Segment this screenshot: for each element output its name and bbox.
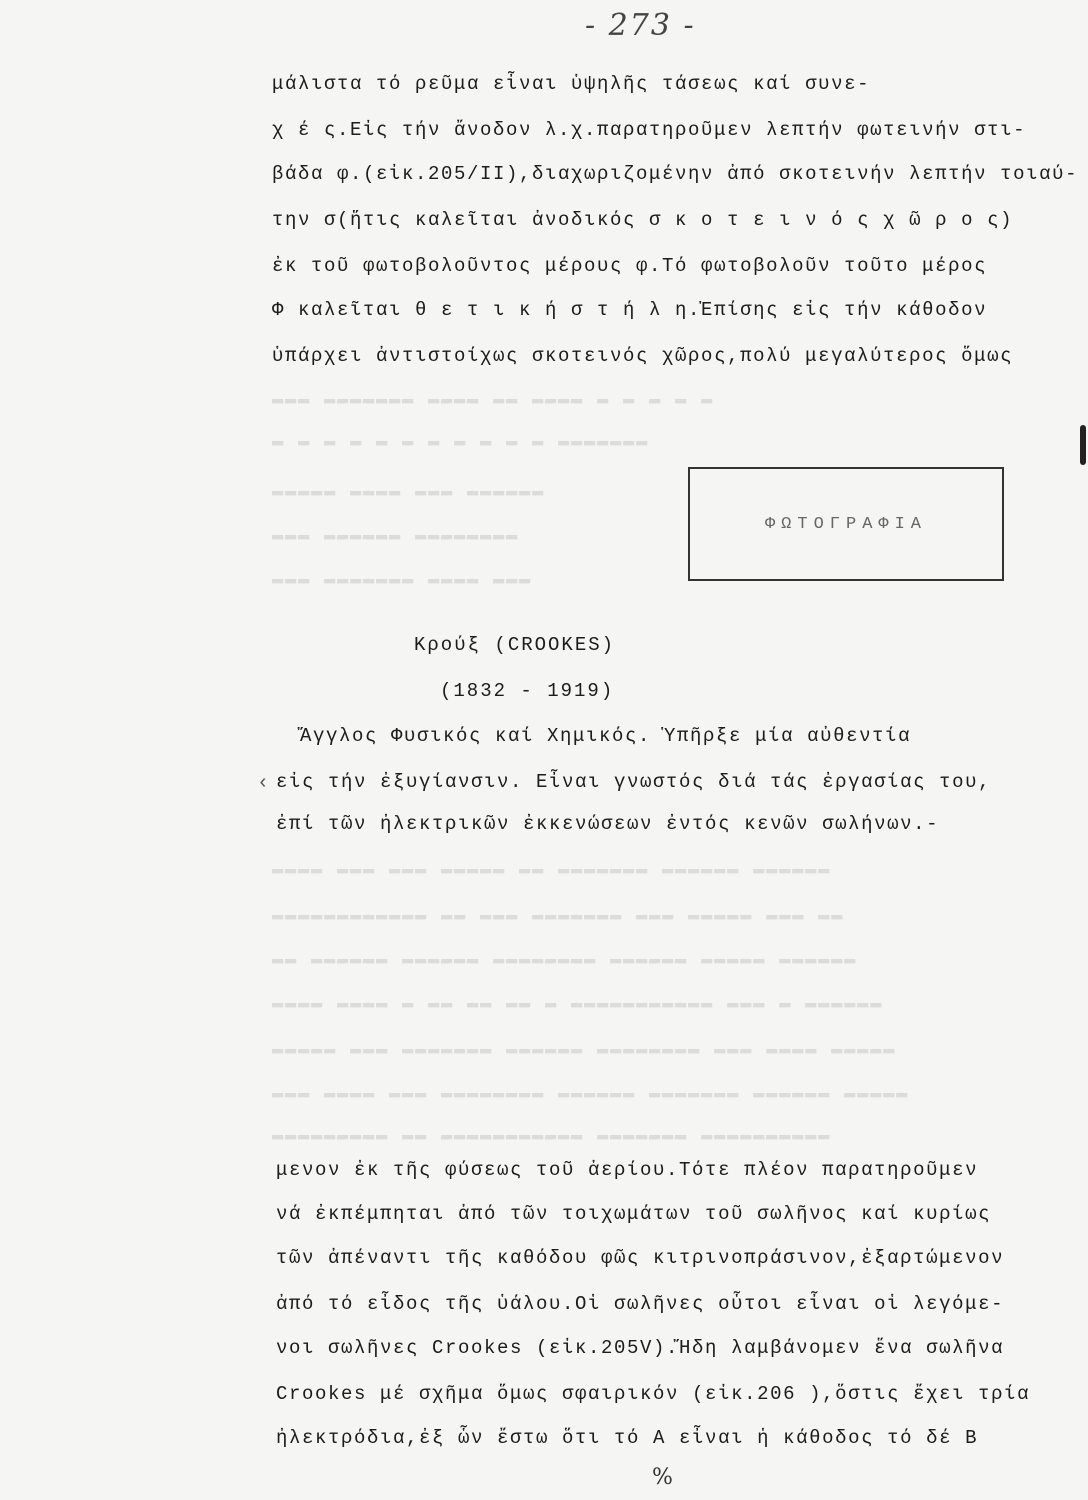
bleed-through-text: ▬▬▬ ▬▬▬▬▬▬ ▬▬▬▬▬▬▬▬ <box>272 524 520 546</box>
text-line: ἀπό τό εἶδος τῆς ὑάλου.Οἱ σωλῆνες οὗτοι εἶναι οἱ λεγόμε- <box>276 1293 1005 1315</box>
text-line: χ έ ς.Εἰς τήν ἄνοδον λ.χ.παρατηροῦμεν λεπτήν φωτεινήν στι- <box>272 119 1027 141</box>
bio-line: Ἄγγλος Φυσικός καί Χημικός. Ὑπῆρξε μία αὐθεντία <box>300 725 912 747</box>
photo-label: ΦΩΤΟΓΡΑΦΙΑ <box>764 514 928 534</box>
text-line: ὑπάρχει ἀντιστοίχως σκοτεινός χῶρος,πολύ μεγαλύτερος ὅμως <box>272 345 1014 367</box>
bleed-through-text: ▬▬ ▬▬▬▬▬▬ ▬▬▬▬▬▬ ▬▬▬▬▬▬▬▬ ▬▬▬▬▬▬ ▬▬▬▬▬ ▬▬▬▬▬▬ <box>272 948 858 970</box>
text-line: μενον ἐκ τῆς φύσεως τοῦ ἀερίου.Τότε πλέον παρατηροῦμεν <box>276 1159 979 1181</box>
text-line: βάδα φ.(εἰκ.205/II),διαχωριζομένην ἀπό σκοτεινήν λεπτήν τοιαύ- <box>272 163 1079 185</box>
text-line: την σ(ἥτις καλεῖται ἀνοδικός σ κ ο τ ε ι ν ό ς χ ῶ ρ ο ς) <box>272 209 1014 231</box>
photo-placeholder <box>688 467 1004 581</box>
bleed-through-text: ▬▬▬▬ ▬▬▬▬ ▬ ▬▬ ▬▬ ▬▬ ▬ ▬▬▬▬▬▬▬▬▬▬▬ ▬▬▬ ▬ ▬▬▬▬▬▬ <box>272 992 884 1014</box>
text-line: νοι σωλῆνες Crookes (εἰκ.205V).Ἤδη λαμβάνομεν ἕνα σωλῆνα <box>276 1337 1005 1359</box>
bleed-through-text: ▬▬▬▬▬ ▬▬▬▬ ▬▬▬ ▬▬▬▬▬▬ <box>272 480 546 502</box>
bleed-through-text: ▬▬▬▬ ▬▬▬ ▬▬▬ ▬▬▬▬▬ ▬▬ ▬▬▬▬▬▬▬ ▬▬▬▬▬▬ ▬▬▬▬▬▬ <box>272 858 832 880</box>
bleed-through-text: ▬▬▬ ▬▬▬▬▬▬▬ ▬▬▬▬ ▬▬▬ <box>272 568 533 590</box>
biography-name: Κρούξ (CROOKES) <box>414 634 616 656</box>
stray-mark: ‹ <box>257 772 270 795</box>
page-number: - 273 - <box>585 8 696 43</box>
text-line: ἐκ τοῦ φωτοβολοῦντος μέρους φ.Τό φωτοβολοῦν τοῦτο μέρος <box>272 255 988 277</box>
bio-line: ἐπί τῶν ἠλεκτρικῶν ἐκκενώσεων ἐντός κενῶν σωλήνων.- <box>276 813 940 835</box>
text-line: Crookes μέ σχῆμα ὅμως σφαιρικόν (εἰκ.206 ),ὅστις ἔχει τρία <box>276 1383 1031 1405</box>
bottom-mark: % <box>652 1465 673 1490</box>
bleed-through-text: ▬▬▬ ▬▬▬▬ ▬▬▬ ▬▬▬▬▬▬▬▬ ▬▬▬▬▬▬ ▬▬▬▬▬▬▬ ▬▬▬▬▬▬ ▬▬▬▬▬ <box>272 1082 910 1104</box>
bio-line: εἰς τήν ἐξυγίανσιν. Εἶναι γνωστός διά τάς ἐργασίας του, <box>276 771 992 793</box>
bleed-through-text: ▬▬▬ ▬▬▬▬▬▬▬ ▬▬▬▬ ▬▬ ▬▬▬▬ ▬ ▬ ▬ ▬ ▬ <box>272 388 715 410</box>
bleed-through-text: ▬▬▬▬▬ ▬▬▬ ▬▬▬▬▬▬▬ ▬▬▬▬▬▬ ▬▬▬▬▬▬▬▬ ▬▬▬ ▬▬▬▬ ▬▬▬▬▬ <box>272 1038 897 1060</box>
biography-years: (1832 - 1919) <box>440 680 615 702</box>
bleed-through-text: ▬▬▬▬▬▬▬▬▬▬▬▬ ▬▬ ▬▬▬ ▬▬▬▬▬▬▬ ▬▬▬ ▬▬▬▬▬ ▬▬▬ ▬▬ <box>272 904 845 926</box>
text-line: Φ καλεῖται θ ε τ ι κ ή σ τ ή λ η.Ἐπίσης εἰς τήν κάθοδον <box>272 299 988 321</box>
text-line: τῶν ἀπέναντι τῆς καθόδου φῶς κιτρινοπράσινον,ἐξαρτώμενον <box>276 1247 1005 1269</box>
text-line: μάλιστα τό ρεῦμα εἶναι ὑψηλῆς τάσεως καί συνε- <box>272 73 871 95</box>
binding-hole-mark <box>1080 425 1086 465</box>
text-line: ἠλεκτρόδια,ἐξ ὧν ἔστω ὅτι τό Α εἶναι ἡ κάθοδος τό δέ Β <box>276 1427 979 1449</box>
bleed-through-text: ▬▬▬▬▬▬▬▬▬ ▬▬ ▬▬▬▬▬▬▬▬▬▬▬ ▬▬▬▬▬▬▬ ▬▬▬▬▬▬▬▬▬▬ <box>272 1124 832 1146</box>
text-line: νά ἐκπέμπηται ἀπό τῶν τοιχωμάτων τοῦ σωλῆνος καί κυρίως <box>276 1203 992 1225</box>
bleed-through-text: ▬ ▬ ▬ ▬ ▬ ▬ ▬ ▬ ▬ ▬ ▬ ▬▬▬▬▬▬▬ <box>272 430 650 452</box>
